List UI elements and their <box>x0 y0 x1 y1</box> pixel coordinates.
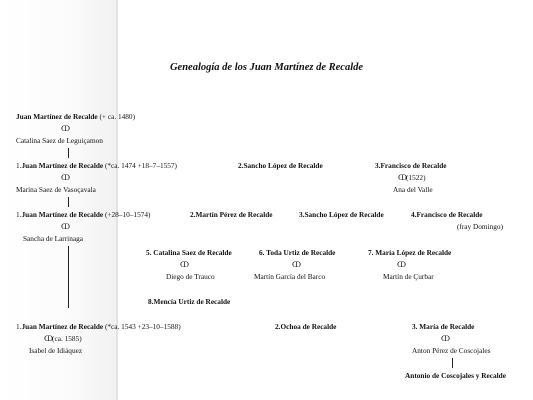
gen5-grandchild: Antonio de Coscojales y Recalde <box>405 371 506 380</box>
gen1-name: Juan Martínez de Recalde <box>16 112 98 121</box>
diagram-title: Genealogía de los Juan Martínez de Recalde <box>169 62 364 73</box>
gen3-c7-spouse: Martín de Çurbar <box>383 272 434 281</box>
marriage-icon: ↀ <box>397 260 406 269</box>
gen2-c1-dates: (*ca. 1474 +18–7–1557) <box>103 161 177 170</box>
gen3-child-3: 3.Sancho López de Recalde <box>299 210 384 219</box>
gen3-child-8: 8.Mencía Urtiz de Recalde <box>148 297 231 306</box>
gen4-child-2: 2.Ochoa de Recalde <box>275 322 337 331</box>
gen4-c1-dates: (*ca. 1543 +23–10–1588) <box>103 322 181 331</box>
marriage-icon: ↀ <box>292 260 301 269</box>
gen4-c1-name: Juan Martínez de Recalde <box>21 322 104 331</box>
gen3-c5-spouse: Diego de Trauco <box>166 272 215 281</box>
gen4-c3-spouse: Anton Pérez de Coscojales <box>412 346 491 355</box>
gen3-c1-name: Juan Martínez de Recalde <box>21 210 104 219</box>
descent-line <box>68 246 69 308</box>
gen3-child-7: 7. María López de Recalde <box>368 248 452 257</box>
gen3-child-2: 2.Martín Pérez de Recalde <box>190 210 273 219</box>
gen3-c1-dates: (+28–10–1574) <box>103 210 151 219</box>
marriage-icon: ↀ <box>180 260 189 269</box>
gen3-c1-num: 1. <box>16 210 22 219</box>
descent-line <box>68 197 69 207</box>
gen3-child-5: 5. Catalina Saez de Recalde <box>146 248 232 257</box>
gen2-child-3: 3.Francisco de Recalde <box>375 161 447 170</box>
gen3-child-1 <box>16 210 150 219</box>
gen4-c1-num: 1. <box>16 322 22 331</box>
gen3-c4-note: (fray Domingo) <box>457 222 503 231</box>
marriage-icon: ↀ <box>61 222 70 231</box>
gen4-child-3: 3. María de Recalde <box>412 322 475 331</box>
gen1-spouse: Catalina Saez de Leguiçamon <box>16 136 103 145</box>
gen2-c3-spouse: Ana del Valle <box>393 185 433 194</box>
gen2-child-2: 2.Sancho López de Recalde <box>238 161 323 170</box>
marriage-icon: ↀ <box>61 173 70 182</box>
marriage-icon: ↀ <box>44 334 53 343</box>
gen2-child-1 <box>16 161 177 170</box>
gen2-c3-marriage-date: (1522) <box>406 173 426 182</box>
gen2-c1-spouse: Marina Saez de Vasoçavala <box>16 185 96 194</box>
marriage-icon: ↀ <box>441 334 450 343</box>
gen3-c6-spouse: Martín García del Barco <box>254 272 326 281</box>
scan-edge-line <box>116 0 118 400</box>
descent-line <box>452 358 453 368</box>
gen4-c1-spouse: Isabel de Idiáquez <box>29 346 83 355</box>
gen3-c1-spouse: Sancha de Larrinaga <box>23 234 83 243</box>
gen2-c1-name: Juan Martínez de Recalde <box>21 161 104 170</box>
marriage-icon: ↀ <box>398 173 407 182</box>
gen1-person <box>16 112 135 121</box>
gen4-c1-marriage <box>44 334 82 343</box>
marriage-icon: ↀ <box>61 124 70 133</box>
gen3-child-4: 4.Francisco de Recalde <box>411 210 483 219</box>
gen1-dates: (+ ca. 1480) <box>97 112 136 121</box>
gen2-c3-marriage <box>398 173 426 182</box>
descent-line <box>68 148 69 158</box>
gen4-c1-marriage-date: (ca. 1585) <box>52 334 82 343</box>
gen3-child-6: 6. Toda Urtiz de Recalde <box>259 248 336 257</box>
gen2-c1-num: 1. <box>16 161 22 170</box>
gen4-child-1 <box>16 322 181 331</box>
